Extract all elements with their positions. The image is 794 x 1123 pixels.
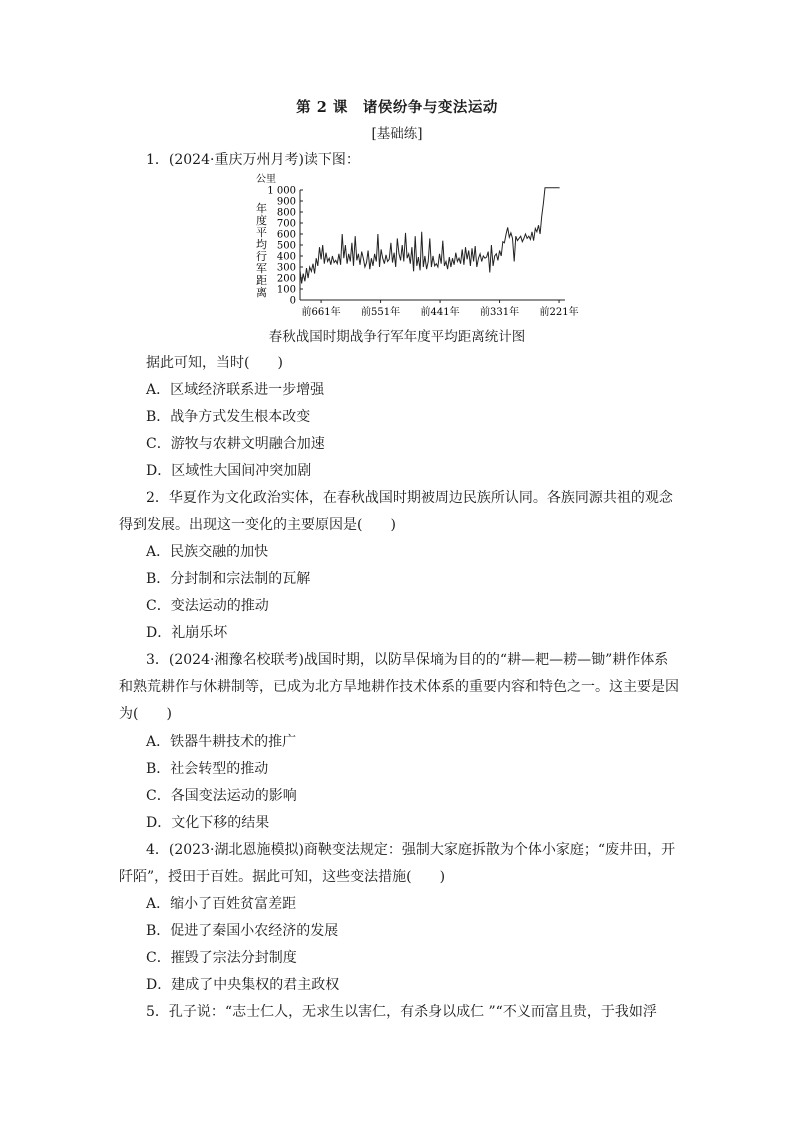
y-unit-label: 公里 [256, 174, 276, 185]
q3-option-d: D．文化下移的结果 [146, 815, 270, 831]
chart-svg [250, 172, 580, 320]
x-tick-label: 前441年 [420, 307, 460, 318]
q2-option-c: C．变法运动的推动 [146, 598, 269, 614]
q3-option-a: A．铁器牛耕技术的推广 [146, 734, 297, 750]
q4-line-1: 4．(2023·湖北恩施模拟)商鞅变法规定：强制大家庭拆散为个体小家庭；“废井田，开 [146, 842, 676, 858]
x-tick-label: 前221年 [539, 307, 579, 318]
y-label-char: 年 [256, 202, 267, 215]
q3-line-1: 3．(2024·湘豫名校联考)战国时期，以防旱保墒为目的的“耕—耙—耢—锄”耕作体系 [146, 652, 669, 668]
y-label-char: 平 [256, 226, 267, 239]
y-label-char: 均 [256, 238, 267, 251]
q1-option-b: B．战争方式发生根本改变 [146, 409, 311, 425]
q4-option-c: C．摧毁了宗法分封制度 [146, 950, 297, 966]
q1-prompt: 据此可知，当时( ) [146, 355, 283, 371]
q3-line-3: 为( ) [119, 706, 172, 722]
y-label-char: 距 [256, 274, 267, 287]
y-ticks [267, 186, 303, 307]
q1-option-d: D．区域性大国间冲突加剧 [146, 463, 312, 479]
q2-line-1: 2．华夏作为文化政治实体，在春秋战国时期被周边民族所认同。各族同源共祖的观念 [146, 490, 673, 506]
y-tick-label: 500 [276, 240, 296, 252]
x-tick-label: 前661年 [301, 307, 341, 318]
y-tick-label: 300 [276, 262, 296, 274]
x-tick-label: 前551年 [361, 307, 401, 318]
q3-option-b: B．社会转型的推动 [146, 761, 269, 777]
q2-option-b: B．分封制和宗法制的瓦解 [146, 571, 311, 587]
q4-option-a: A．缩小了百姓贫富差距 [146, 896, 297, 912]
y-tick-label: 800 [276, 207, 296, 219]
q4-option-b: B．促进了秦国小农经济的发展 [146, 923, 339, 939]
y-tick-label: 600 [276, 229, 296, 241]
q5-line-1: 5．孔子说：“志士仁人，无求生以害仁，有杀身以成仁 ”“不义而富且贵，于我如浮 [146, 1004, 657, 1020]
y-tick-label: 900 [276, 196, 296, 208]
y-label-char: 离 [256, 286, 267, 299]
y-tick-label: 0 [289, 295, 296, 307]
y-label-char: 行 [256, 250, 267, 263]
q1-option-c: C．游牧与农耕文明融合加速 [146, 436, 325, 452]
y-tick-label: 1 000 [267, 185, 296, 197]
q4-line-2: 阡陌”，授田于百姓。据此可知，这些变法措施( ) [119, 869, 446, 885]
q1-option-a: A．区域经济联系进一步增强 [146, 382, 325, 398]
x-tick-label: 前331年 [480, 307, 520, 318]
chart-caption: 春秋战国时期战争行军年度平均距离统计图 [268, 329, 526, 345]
q3-option-c: C．各国变法运动的影响 [146, 788, 297, 804]
q2-line-2: 得到发展。出现这一变化的主要原因是( ) [119, 517, 396, 533]
y-tick-label: 200 [276, 273, 296, 285]
y-tick-label: 100 [276, 284, 296, 296]
y-tick-label: 700 [276, 218, 296, 230]
q1-stem: 1．(2024·重庆万州月考)读下图： [146, 152, 360, 168]
q4-option-d: D．建成了中央集权的君主政权 [146, 977, 340, 993]
section-label: [基础练] [371, 126, 423, 142]
y-label-char: 军 [256, 262, 267, 275]
q2-option-a: A．民族交融的加快 [146, 544, 269, 560]
page-title: 第 2 课 诸侯纷争与变法运动 [296, 99, 498, 116]
y-tick-label: 400 [276, 251, 296, 263]
series-line [300, 188, 560, 284]
q2-option-d: D．礼崩乐坏 [146, 625, 228, 641]
line-chart [250, 172, 580, 320]
y-axis-label [256, 201, 267, 299]
x-ticks [302, 300, 579, 318]
y-label-char: 度 [256, 214, 267, 227]
q3-line-2: 和熟荒耕作与休耕制等，已成为北方旱地耕作技术体系的重要内容和特色之一。这主要是因 [119, 679, 679, 695]
